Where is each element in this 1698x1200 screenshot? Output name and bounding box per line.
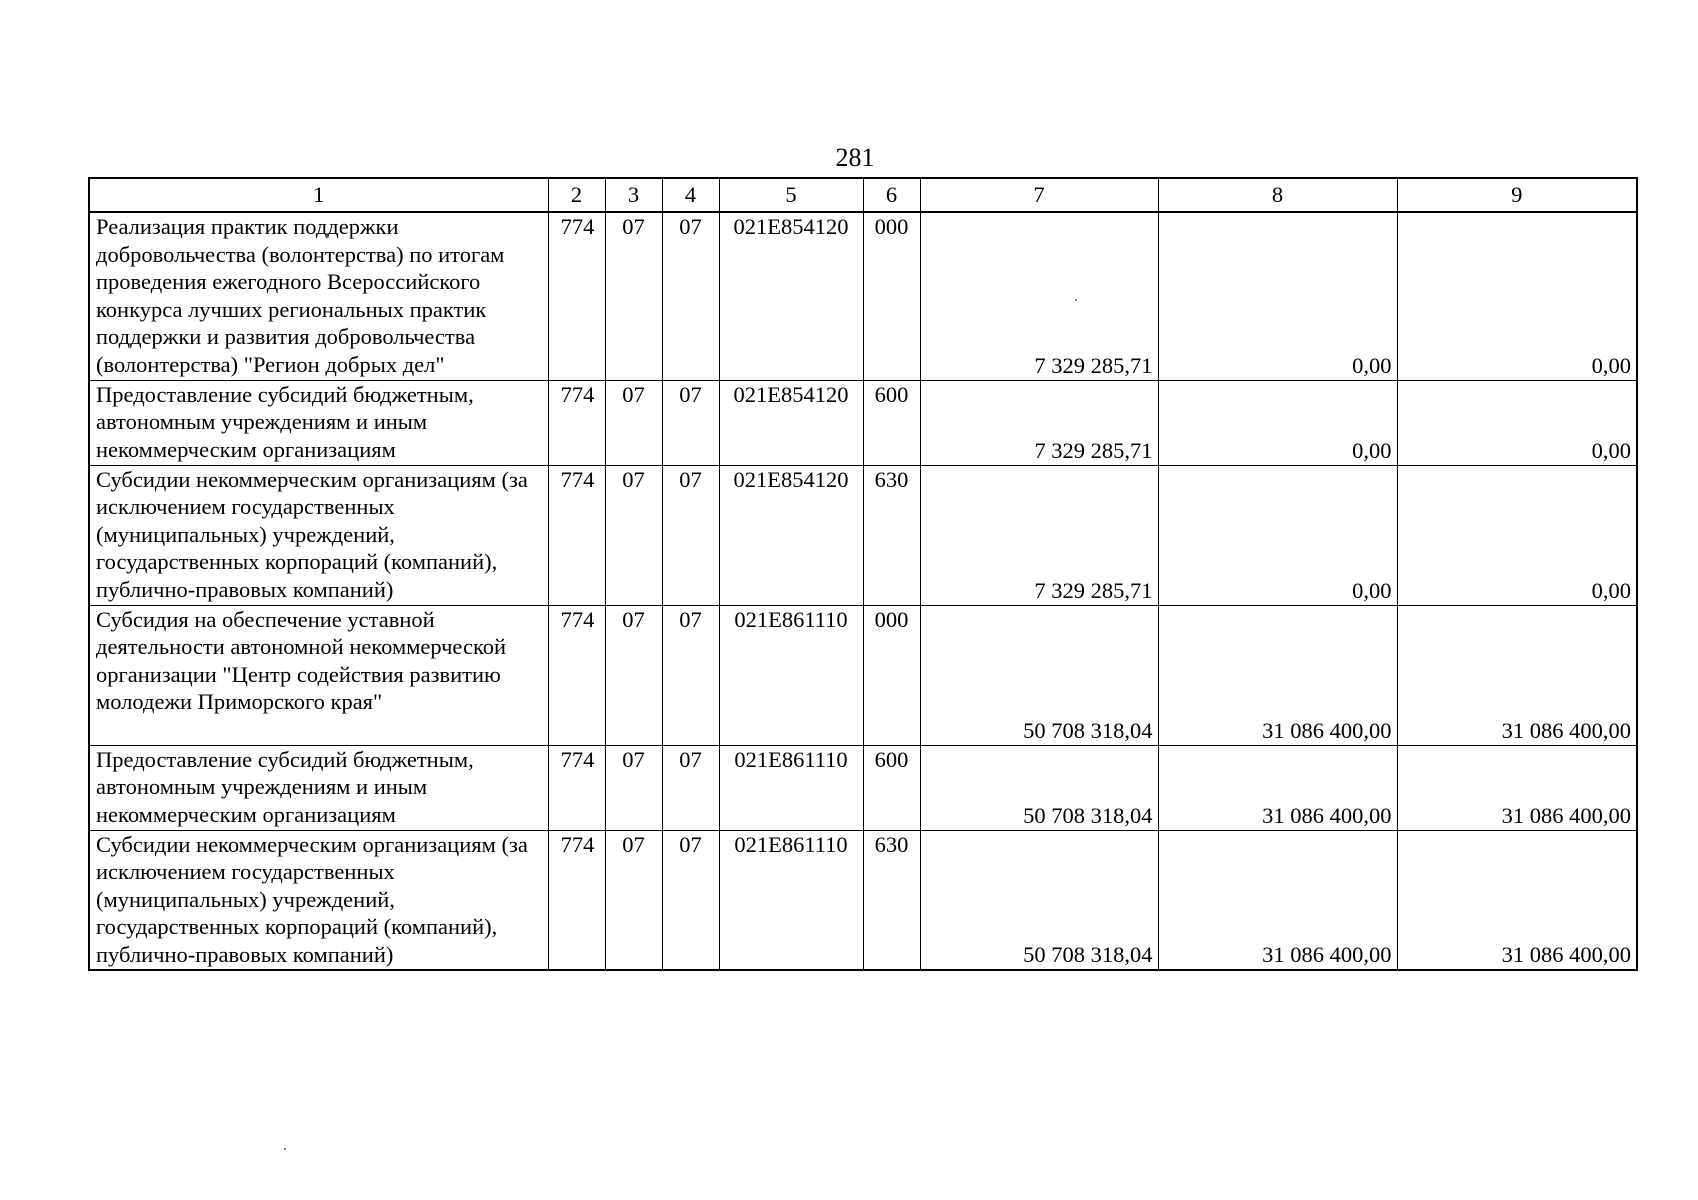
column-header-6: 6 (863, 178, 920, 212)
budget-table (88, 177, 1638, 971)
row-grbs: 774 (548, 830, 605, 970)
row-section: 07 (605, 212, 662, 380)
column-header-9: 9 (1397, 178, 1637, 212)
row-section: 07 (605, 605, 662, 745)
table-header-row (89, 178, 1637, 212)
row-target-article: 021E854120 (719, 380, 863, 465)
row-amount-col7: 7 329 285,71 (920, 212, 1158, 380)
row-expense-type: 000 (863, 212, 920, 380)
row-amount-col7: 50 708 318,04 (920, 745, 1158, 830)
row-target-article: 021E861110 (719, 605, 863, 745)
row-amount-col9: 31 086 400,00 (1397, 745, 1637, 830)
row-section: 07 (605, 830, 662, 970)
scan-speck (284, 1148, 286, 1150)
row-amount-col9: 0,00 (1397, 212, 1637, 380)
row-amount-col7: 50 708 318,04 (920, 605, 1158, 745)
row-amount-col9: 0,00 (1397, 465, 1637, 605)
row-amount-col9: 31 086 400,00 (1397, 605, 1637, 745)
row-expense-type: 600 (863, 745, 920, 830)
row-subsection: 07 (662, 212, 719, 380)
row-grbs: 774 (548, 380, 605, 465)
row-amount-col9: 0,00 (1397, 380, 1637, 465)
row-grbs: 774 (548, 745, 605, 830)
row-expense-type: 600 (863, 380, 920, 465)
row-target-article: 021E861110 (719, 830, 863, 970)
row-amount-col8: 31 086 400,00 (1158, 830, 1397, 970)
row-amount-col7: 50 708 318,04 (920, 830, 1158, 970)
row-target-article: 021E854120 (719, 465, 863, 605)
row-amount-col7: 7 329 285,71 (920, 380, 1158, 465)
row-amount-col8: 31 086 400,00 (1158, 745, 1397, 830)
table-row (89, 465, 1637, 605)
page-number: 281 (835, 143, 875, 172)
row-section: 07 (605, 745, 662, 830)
column-header-2: 2 (548, 178, 605, 212)
row-amount-col8: 31 086 400,00 (1158, 605, 1397, 745)
row-subsection: 07 (662, 465, 719, 605)
scan-speck (1075, 299, 1077, 301)
table-row (89, 212, 1637, 380)
column-header-7: 7 (920, 178, 1158, 212)
row-amount-col8: 0,00 (1158, 212, 1397, 380)
row-name: Субсидии некоммерческим организациям (за исключением государственных (муниципальных) учреждений, государственных корпораций (компаний), публично-правовых компаний) (89, 465, 548, 605)
row-expense-type: 630 (863, 830, 920, 970)
row-subsection: 07 (662, 830, 719, 970)
row-subsection: 07 (662, 745, 719, 830)
column-header-8: 8 (1158, 178, 1397, 212)
row-grbs: 774 (548, 212, 605, 380)
row-amount-col8: 0,00 (1158, 380, 1397, 465)
column-header-5: 5 (719, 178, 863, 212)
table-row (89, 830, 1637, 970)
row-target-article: 021E854120 (719, 212, 863, 380)
row-amount-col7: 7 329 285,71 (920, 465, 1158, 605)
row-name: Предоставление субсидий бюджетным, автономным учреждениям и иным некоммерческим организациям (89, 745, 548, 830)
row-name: Реализация практик поддержки добровольчества (волонтерства) по итогам проведения ежегодного Всероссийского конкурса лучших региональных практик поддержки и развития добровольчества (волонтерства) "Регион добрых дел" (89, 212, 548, 380)
column-header-3: 3 (605, 178, 662, 212)
column-header-1: 1 (89, 178, 548, 212)
table-row (89, 745, 1637, 830)
row-subsection: 07 (662, 605, 719, 745)
row-name: Субсидии некоммерческим организациям (за исключением государственных (муниципальных) учреждений, государственных корпораций (компаний), публично-правовых компаний) (89, 830, 548, 970)
row-subsection: 07 (662, 380, 719, 465)
row-expense-type: 630 (863, 465, 920, 605)
row-expense-type: 000 (863, 605, 920, 745)
table-row (89, 605, 1637, 745)
row-target-article: 021E861110 (719, 745, 863, 830)
row-amount-col9: 31 086 400,00 (1397, 830, 1637, 970)
row-section: 07 (605, 465, 662, 605)
table-row (89, 380, 1637, 465)
row-amount-col8: 0,00 (1158, 465, 1397, 605)
row-section: 07 (605, 380, 662, 465)
row-grbs: 774 (548, 605, 605, 745)
row-name: Предоставление субсидий бюджетным, автономным учреждениям и иным некоммерческим организациям (89, 380, 548, 465)
column-header-4: 4 (662, 178, 719, 212)
row-name: Субсидия на обеспечение уставной деятельности автономной некоммерческой организации "Центр содействия развитию молодежи Приморского края" (89, 605, 548, 745)
row-grbs: 774 (548, 465, 605, 605)
